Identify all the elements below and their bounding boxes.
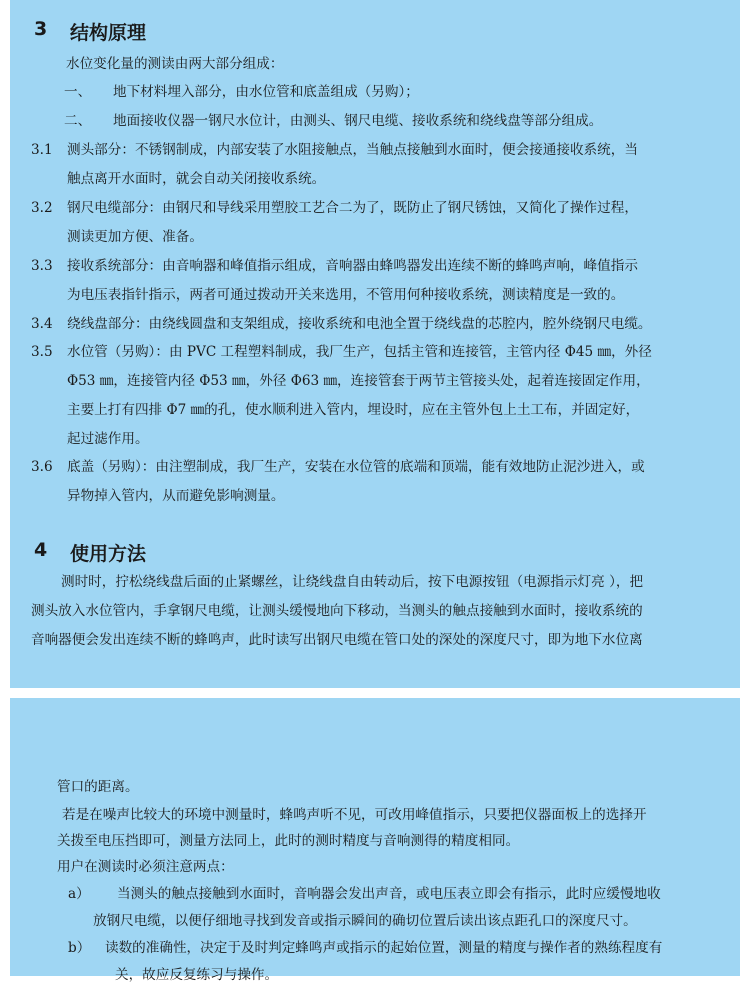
note-line: 读数的准确性，决定于及时判定蜂鸣声或指示的起始位置，测量的精度与操作者的熟练程度有 — [105, 940, 663, 956]
note-marker: a） — [68, 886, 90, 902]
item-number: 3.3 — [31, 258, 53, 274]
item-number: 3.4 — [31, 316, 53, 332]
item-line: 钢尺电缆部分：由钢尺和导线采用塑胶工艺合二为了，既防止了钢尺锈蚀，又简化了操作过程， — [67, 200, 638, 216]
section-number: 3 — [34, 18, 48, 40]
paragraph-line: 测头放入水位管内，手拿钢尺电缆，让测头缓慢地向下移动，当测头的触点接触到水面时，接收系统的 — [31, 603, 643, 619]
item-line: 主要上打有四排 Φ7 ㎜的孔，使水顺利进入管内，埋设时，应在主管外包上土工布，并固定好， — [67, 402, 640, 418]
note-line: 当测头的触点接触到水面时，音响器会发出声音，或电压表立即会有指示，此时应缓慢地收 — [117, 886, 661, 902]
page-panel-2 — [10, 698, 740, 983]
paragraph-line: 测时时，拧松绕线盘后面的止紧螺丝，让绕线盘自由转动后，按下电源按钮（电源指示灯亮 ），把 — [61, 574, 644, 590]
notes-intro: 用户在测读时必须注意两点： — [57, 859, 234, 875]
section-title: 结构原理 — [70, 22, 147, 44]
item-number: 3.2 — [31, 200, 53, 216]
part-text: 地下材料埋入部分，由水位管和底盖组成（另购）； — [113, 84, 419, 100]
item-line: 水位管（另购）：由 PVC 工程塑料制成，我厂生产，包括主管和连接管，主管内径 Φ45 ㎜，外径 — [67, 344, 652, 360]
section-intro: 水位变化量的测读由两大部分组成： — [66, 56, 284, 72]
part-marker: 一、 — [64, 84, 92, 100]
item-line: 异物掉入管内，从而避免影响测量。 — [67, 488, 285, 504]
item-number: 3.1 — [31, 142, 53, 158]
paragraph-line: 若是在噪声比较大的环境中测量时，蜂鸣声听不见，可改用峰值指示，只要把仪器面板上的选择开 — [62, 807, 647, 823]
paragraph-line: 音响器便会发出连续不断的蜂鸣声，此时读写出钢尺电缆在管口处的深处的深度尺寸，即为地下水位离 — [31, 632, 643, 648]
item-line: 为电压表指针指示，两者可通过拨动开关来选用，不管用何种接收系统，测读精度是一致的。 — [67, 287, 625, 303]
note-line: 关，故应反复练习与操作。 — [115, 967, 279, 983]
item-line: Φ53 ㎜，连接管内径 Φ53 ㎜，外径 Φ63 ㎜，连接管套于两节主管接头处，起着连接固定作用， — [67, 373, 650, 389]
part-marker: 二、 — [64, 113, 92, 129]
page-panel-1 — [10, 0, 740, 688]
item-number: 3.5 — [31, 344, 53, 360]
section-title: 使用方法 — [70, 543, 147, 565]
part-text: 地面接收仪器一钢尺水位计，由测头、钢尺电缆、接收系统和绕线盘等部分组成。 — [113, 113, 603, 129]
item-line: 触点离开水面时，就会自动关闭接收系统。 — [67, 171, 326, 187]
note-line: 放钢尺电缆，以便仔细地寻找到发音或指示瞬间的确切位置后读出该点距孔口的深度尺寸。 — [93, 913, 637, 929]
item-number: 3.6 — [31, 459, 53, 475]
section-number: 4 — [34, 539, 48, 561]
paragraph-line: 关拨至电压挡即可，测量方法同上，此时的测时精度与音响测得的精度相同。 — [57, 833, 520, 849]
item-line: 绕线盘部分：由绕线圆盘和支架组成，接收系统和电池全置于绕线盘的芯腔内，腔外绕钢尺电缆。 — [67, 316, 652, 332]
item-line: 底盖（另购）：由注塑制成，我厂生产，安装在水位管的底端和顶端，能有效地防止泥沙进入，或 — [67, 459, 645, 475]
item-line: 测读更加方便、准备。 — [67, 229, 203, 245]
note-marker: b） — [68, 940, 91, 956]
item-line: 测头部分：不锈钢制成，内部安装了水阻接触点，当触点接触到水面时，便会接通接收系统，当 — [67, 142, 638, 158]
item-line: 起过滤作用。 — [67, 431, 149, 447]
continuation-line: 管口的距离。 — [57, 779, 139, 795]
item-line: 接收系统部分：由音响器和峰值指示组成，音响器由蜂鸣器发出连续不断的蜂鸣声响，峰值指示 — [67, 258, 638, 274]
